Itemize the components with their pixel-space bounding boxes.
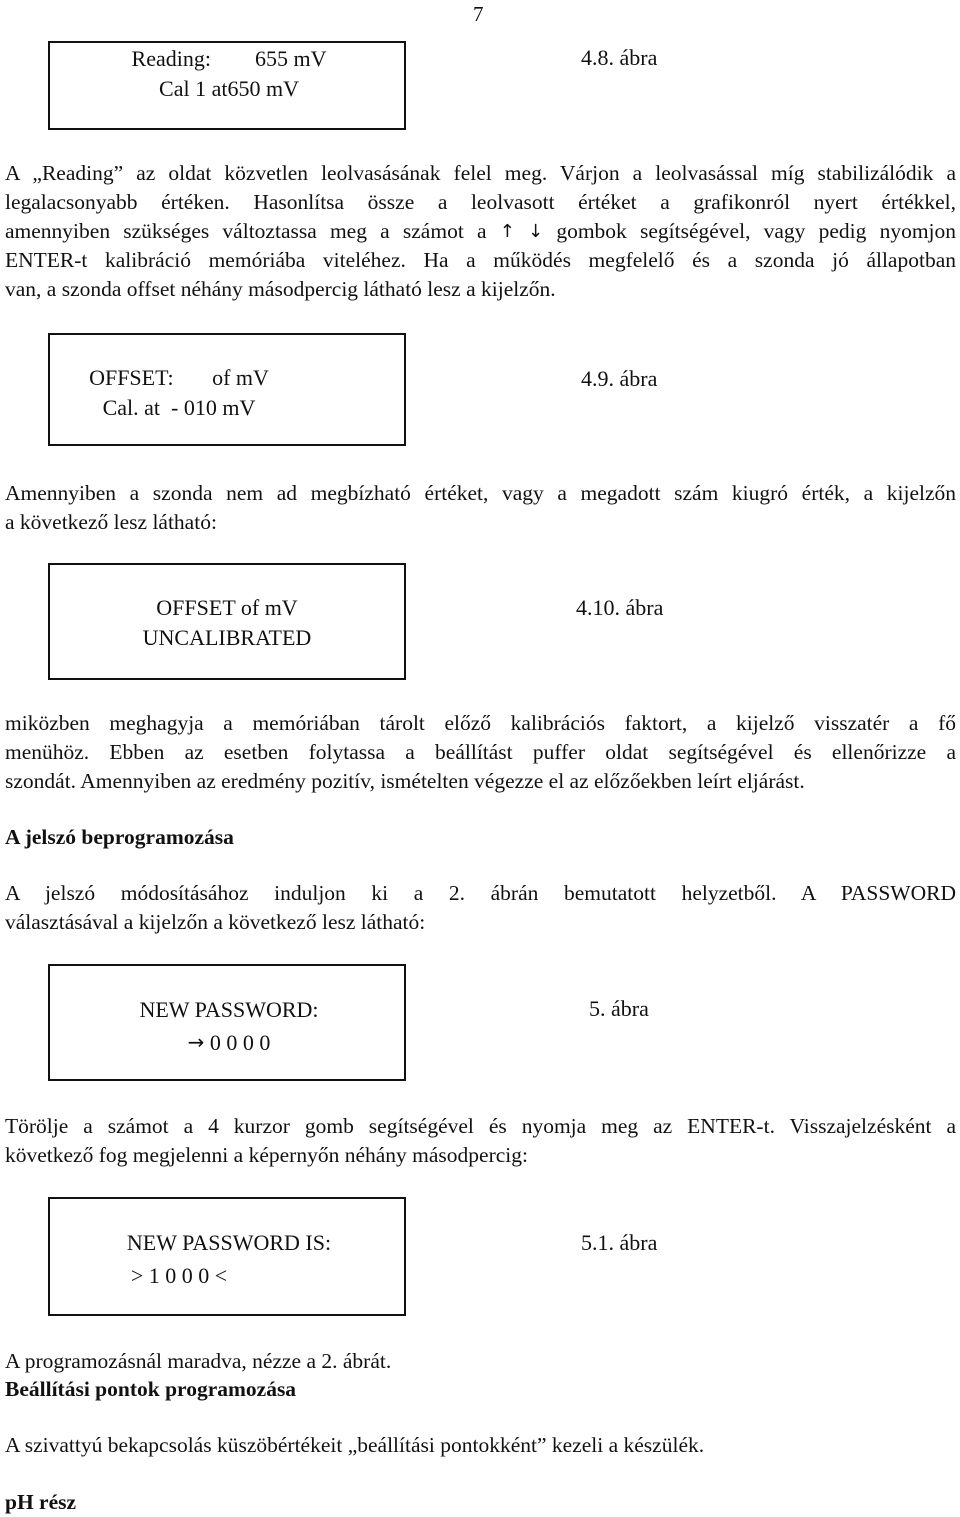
figure-caption-4-8: 4.8. ábra (581, 45, 658, 70)
arrow-down-icon: ↓ (528, 221, 544, 242)
password-digits: 0 0 0 0 (209, 1030, 271, 1055)
display-box-4-10 (48, 563, 406, 680)
display-line-1: OFFSET of mV (156, 595, 298, 620)
paragraph-reading (5, 159, 956, 304)
paragraph-return (5, 1347, 956, 1376)
paragraph-line: szondát. Amennyiben az eredmény pozitív, ismételten végezze el az előzőekben leírt eljárást. (5, 769, 805, 793)
paragraph-line: Amennyiben a szonda nem ad megbízható értéket, vagy a megadott szám kiugró érték, a kijelzőn (5, 481, 956, 505)
paragraph-setpoints (5, 1431, 956, 1460)
display-line-2: Cal 1 at650 mV (159, 76, 299, 101)
arrow-up-icon: ↑ (499, 221, 515, 242)
display-box-5-1 (48, 1197, 406, 1316)
paragraph-line: választásával a kijelzőn a következő lesz látható: (5, 910, 426, 934)
figure-caption-5-1: 5.1. ábra (581, 1230, 658, 1255)
section-heading-ph: pH rész (5, 1490, 77, 1514)
paragraph-line: következő fog megjelenni a képernyőn néhány másodpercig: (5, 1143, 528, 1167)
display-line-2: > 1 0 0 0 < (130, 1263, 228, 1288)
paragraph-line: menühöz. Ebben az esetben folytassa a beállítást puffer oldat segítségével és ellenőrizze a (5, 740, 956, 764)
paragraph-delete (5, 1112, 956, 1170)
display-line-2: Cal. at - 010 mV (102, 395, 256, 420)
paragraph-line: a következő lesz látható: (5, 510, 217, 534)
paragraph-text: gombok segítségével, vagy pedig nyomjon (556, 219, 957, 243)
figure-caption-4-10: 4.10. ábra (576, 595, 664, 620)
paragraph-line: A szivattyú bekapcsolás küszöbértékeit „beállítási pontokként” kezeli a készülék. (5, 1433, 705, 1457)
paragraph-text: amennyiben szükséges változtassa meg a számot a (5, 219, 487, 243)
display-box-4-9 (48, 333, 406, 446)
paragraph-line: miközben meghagyja a memóriában tárolt előző kalibrációs faktort, a kijelző visszatér a fő (5, 711, 956, 735)
figure-caption-4-9: 4.9. ábra (581, 366, 658, 391)
display-line-1: Reading: 655 mV (131, 46, 327, 71)
display-line-1: OFFSET: of mV (89, 365, 269, 390)
paragraph-line: A jelszó módosításához induljon ki a 2. ábrán bemutatott helyzetből. A PASSWORD (5, 881, 956, 905)
display-line-2 (50, 1029, 408, 1056)
display-box-5 (48, 964, 406, 1081)
paragraph-password (5, 879, 956, 937)
display-line-1: NEW PASSWORD: (139, 997, 319, 1022)
paragraph-memory (5, 709, 956, 796)
arrow-right-icon: → (187, 1030, 205, 1054)
section-heading-setpoints: Beállítási pontok programozása (5, 1377, 297, 1401)
paragraph-line (5, 217, 956, 246)
figure-caption-5: 5. ábra (589, 996, 649, 1021)
paragraph-line: van, a szonda offset néhány másodpercig látható lesz a kijelzőn. (5, 277, 556, 301)
display-box-4-8 (48, 41, 406, 130)
paragraph-line: A programozásnál maradva, nézze a 2. ábrát. (5, 1349, 392, 1373)
paragraph-unreliable (5, 479, 956, 537)
section-heading-password: A jelszó beprogramozása (5, 825, 234, 849)
page-number: 7 (473, 2, 484, 26)
display-line-2: UNCALIBRATED (142, 625, 312, 650)
paragraph-line: Törölje a számot a 4 kurzor gomb segítségével és nyomja meg az ENTER-t. Visszajelzésként a (5, 1114, 956, 1138)
paragraph-line: A „Reading” az oldat közvetlen leolvasásának felel meg. Várjon a leolvasással míg stabilizálódik a (5, 161, 956, 185)
paragraph-line: ENTER-t kalibráció memóriába viteléhez. Ha a működés megfelelő és a szonda jó állapotban (5, 248, 956, 272)
display-line-1: NEW PASSWORD IS: (126, 1230, 332, 1255)
paragraph-line: legalacsonyabb értéken. Hasonlítsa össze a leolvasott értéket a grafikonról nyert értékkel, (5, 190, 956, 214)
